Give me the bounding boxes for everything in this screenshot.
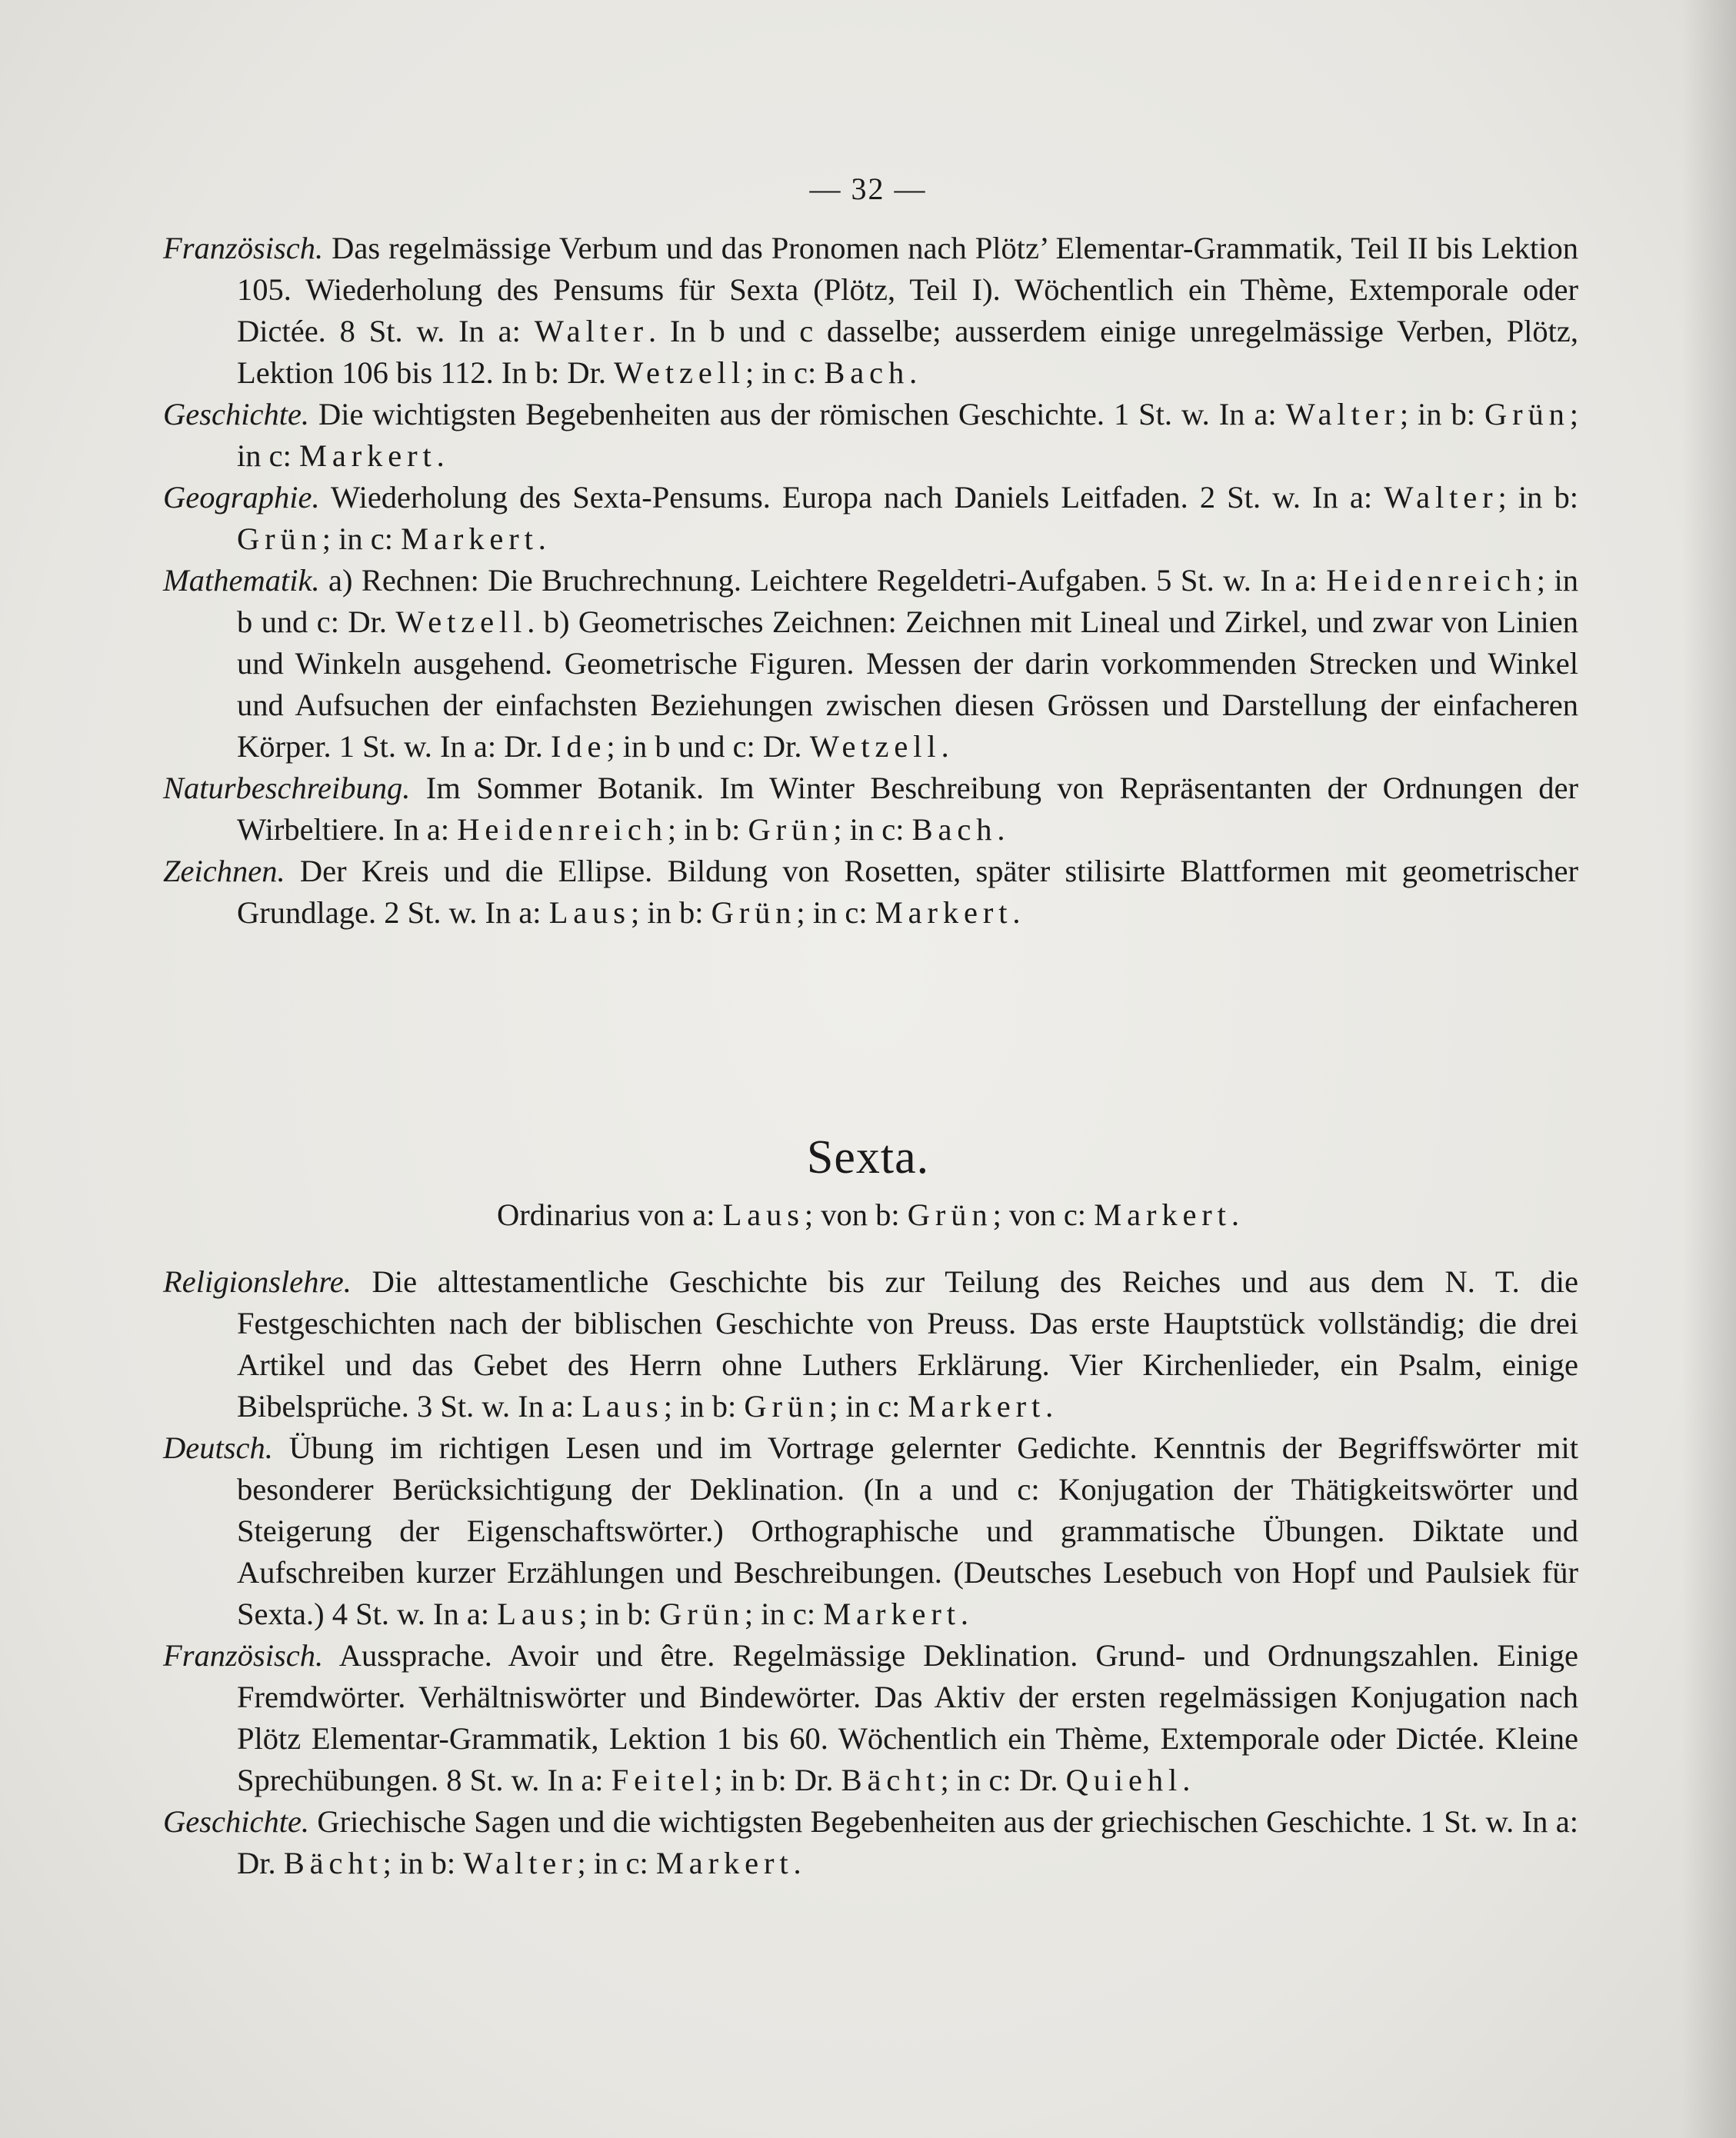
subject-entry: [163, 1801, 1578, 1884]
teacher-name: Walter: [534, 314, 648, 348]
text-run: Ordinarius von a:: [497, 1197, 723, 1232]
teacher-name: Markert: [908, 1389, 1046, 1424]
subject-entry: [163, 768, 1578, 851]
text-run: .: [960, 1597, 969, 1631]
subject-entry: [163, 228, 1578, 394]
subject-heading: Geschichte.: [163, 1804, 310, 1839]
teacher-name: Markert: [655, 1846, 794, 1880]
subject-entry: [163, 394, 1578, 477]
teacher-name: Heidenreich: [457, 812, 668, 847]
text-run: ; von c:: [992, 1197, 1095, 1232]
text-run: ; von b:: [804, 1197, 908, 1232]
teacher-name: Bach: [824, 355, 910, 390]
text-run: ; in b: Dr.: [714, 1763, 841, 1797]
text-run: ; in c: Dr.: [940, 1763, 1066, 1797]
teacher-name: Bach: [911, 812, 998, 847]
text-run: .: [997, 812, 1005, 847]
text-run: Übung im richtigen Lesen und im Vortrage gelernter Gedichte. Kenntnis der Begriffswörter mit besonderer Berücksichtigung der Deklination. (In a und c: Konjugation der Thätigkeitswörter und Steigerung der Eigenschaftswörter.) Orthographische und grammatische Übungen. Diktate und Aufschreiben kurzer Erzählungen und Beschreibungen. (Deutsches Lesebuch von Hopf und Paulsiek für Sexta.) 4 St. w. In a:: [237, 1430, 1578, 1631]
teacher-name: Markert: [823, 1597, 961, 1631]
text-run: ; in b:: [578, 1597, 660, 1631]
text-run: Die wichtigsten Begebenheiten aus der römischen Geschichte. 1 St. w. In a:: [309, 397, 1286, 431]
text-run: ; in c:: [745, 355, 825, 390]
subject-heading: Geographie.: [163, 480, 320, 515]
subject-heading: Französisch.: [163, 1638, 324, 1673]
teacher-name: Walter: [1384, 480, 1498, 515]
subject-heading: Französisch.: [163, 231, 324, 265]
teacher-name: Grün: [711, 895, 797, 930]
subject-heading: Geschichte.: [163, 397, 310, 431]
text-run: Der Kreis und die Ellipse. Bildung von Rosetten, später stilisirte Blattformen mit geometrischer Grundlage. 2 St. w. In a:: [237, 854, 1578, 930]
subject-entry: [163, 560, 1578, 768]
teacher-name: Grün: [748, 812, 834, 847]
teacher-name: Markert: [1094, 1197, 1231, 1232]
text-run: .: [1045, 1389, 1054, 1424]
text-run: .: [1182, 1763, 1191, 1797]
teacher-name: Grün: [237, 521, 322, 556]
teacher-name: Markert: [298, 438, 437, 473]
text-run: ; in c:: [322, 521, 402, 556]
text-run: ; in b und c: Dr.: [237, 563, 1578, 639]
teacher-name: Walter: [1285, 397, 1400, 431]
section-title: Sexta.: [806, 1131, 930, 1184]
subject-entry: [163, 1427, 1578, 1635]
text-run: ; in b:: [382, 1846, 464, 1880]
text-run: a) Rechnen: Die Bruchrechnung. Leichtere Regeldetri-Aufgaben. 5 St. w. In a:: [319, 563, 1327, 598]
teacher-name: Bächt: [841, 1763, 941, 1797]
text-run: Das regelmässige Verbum und das Pronomen nach Plötz’ Elementar-Grammatik, Teil II bis Lektion 105. Wiederholung des Pensums für Sexta (Plötz, Teil I). Wöchentlich ein Thème, Extemporale oder Dictée. 8 St. w. In a:: [237, 231, 1578, 348]
text-run: . b) Geometrisches Zeichnen: Zeichnen mit Lineal und Zirkel, und zwar von Linien und Winkeln ausgehend. Geometrische Figuren. Messen der darin vorkommenden Strecken und Winkel und Aufsuchen der einfachsten Beziehungen zwischen diesen Grössen und Darstellung der einfacheren Körper. 1 St. w. In a: Dr.: [237, 604, 1578, 764]
text-run: Griechische Sagen und die wichtigsten Begebenheiten aus der griechischen Geschichte. 1 St. w. In a: Dr.: [237, 1804, 1578, 1880]
text-run: .: [793, 1846, 801, 1880]
teacher-name: Markert: [875, 895, 1013, 930]
subject-heading: Deutsch.: [163, 1430, 273, 1465]
bottom-section: [163, 1261, 1578, 1884]
teacher-name: Feitel: [611, 1763, 715, 1797]
top-section: [163, 228, 1578, 934]
text-run: ; in b:: [630, 895, 711, 930]
teacher-name: Heidenreich: [1326, 563, 1537, 598]
subject-entry: [163, 1261, 1578, 1427]
text-run: Im Sommer Botanik. Im Winter Beschreibung von Repräsentanten der Ordnungen der Wirbeltiere. In a:: [237, 771, 1578, 847]
text-run: Die alttestamentliche Geschichte bis zur Teilung des Reiches und aus dem N. T. die Festgeschichten nach der biblischen Geschichte von Preuss. Das erste Hauptstück vollständig; die drei Artikel und das Gebet des Herrn ohne Luthers Erklärung. Vier Kirchenlieder, ein Psalm, einige Bibelsprüche. 3 St. w. In a:: [237, 1264, 1578, 1424]
text-run: .: [436, 438, 445, 473]
text-run: .: [1231, 1197, 1239, 1232]
text-run: ; in c:: [744, 1597, 824, 1631]
subject-entry: [163, 477, 1578, 560]
teacher-name: Grün: [744, 1389, 830, 1424]
teacher-name: Quiehl: [1065, 1763, 1183, 1797]
ordinarius-line: [0, 1197, 1736, 1233]
text-run: Aussprache. Avoir und être. Regelmässige Deklination. Grund- und Ordnungszahlen. Einige Fremdwörter. Verhältniswörter und Bindewörter. Das Aktiv der ersten regelmässigen Konjugation nach Plötz Elementar-Grammatik, Lektion 1 bis 60. Wöchentlich ein Thème, Extemporale oder Dictée. Kleine Sprechübungen. 8 St. w. In a:: [237, 1638, 1578, 1797]
teacher-name: Wetzell: [614, 355, 745, 390]
teacher-name: Laus: [722, 1197, 805, 1232]
page-edge-shadow: [1682, 0, 1736, 2138]
text-run: ; in b:: [1399, 397, 1484, 431]
text-run: ; in c:: [577, 1846, 656, 1880]
text-run: ; in c:: [829, 1389, 908, 1424]
teacher-name: Markert: [401, 521, 538, 556]
text-run: Wiederholung des Sexta-Pensums. Europa nach Daniels Leitfaden. 2 St. w. In a:: [319, 480, 1384, 515]
teacher-name: Wetzell: [395, 604, 528, 639]
teacher-name: Grün: [907, 1197, 993, 1232]
teacher-name: Wetzell: [809, 729, 941, 764]
subject-entry: [163, 1635, 1578, 1801]
text-run: ; in b:: [663, 1389, 745, 1424]
teacher-name: Bächt: [283, 1846, 383, 1880]
subject-entry: [163, 851, 1578, 934]
text-run: ; in b:: [1498, 480, 1578, 515]
text-run: ; in c:: [833, 812, 912, 847]
teacher-name: Walter: [463, 1846, 578, 1880]
text-run: . In b und c dasselbe; ausserdem einige unregelmässige Verben, Plötz, Lektion 106 bis 112. In b: Dr.: [237, 314, 1578, 390]
page-number: — 32 —: [809, 172, 927, 206]
teacher-name: Laus: [497, 1597, 579, 1631]
text-run: ; in b und c: Dr.: [606, 729, 810, 764]
teacher-name: Grün: [1484, 397, 1570, 431]
subject-heading: Zeichnen.: [163, 854, 285, 888]
teacher-name: Laus: [581, 1389, 664, 1424]
teacher-name: Grün: [659, 1597, 745, 1631]
text-run: ; in b:: [667, 812, 748, 847]
subject-heading: Mathematik.: [163, 563, 320, 598]
text-run: .: [909, 355, 918, 390]
text-run: .: [538, 521, 546, 556]
text-run: ; in c:: [237, 397, 1578, 473]
subject-heading: Naturbeschreibung.: [163, 771, 411, 805]
teacher-name: Ide: [550, 729, 607, 764]
text-run: .: [941, 729, 949, 764]
teacher-name: Laus: [548, 895, 631, 930]
subject-heading: Religionslehre.: [163, 1264, 352, 1299]
text-run: .: [1012, 895, 1021, 930]
text-run: ; in c:: [796, 895, 875, 930]
